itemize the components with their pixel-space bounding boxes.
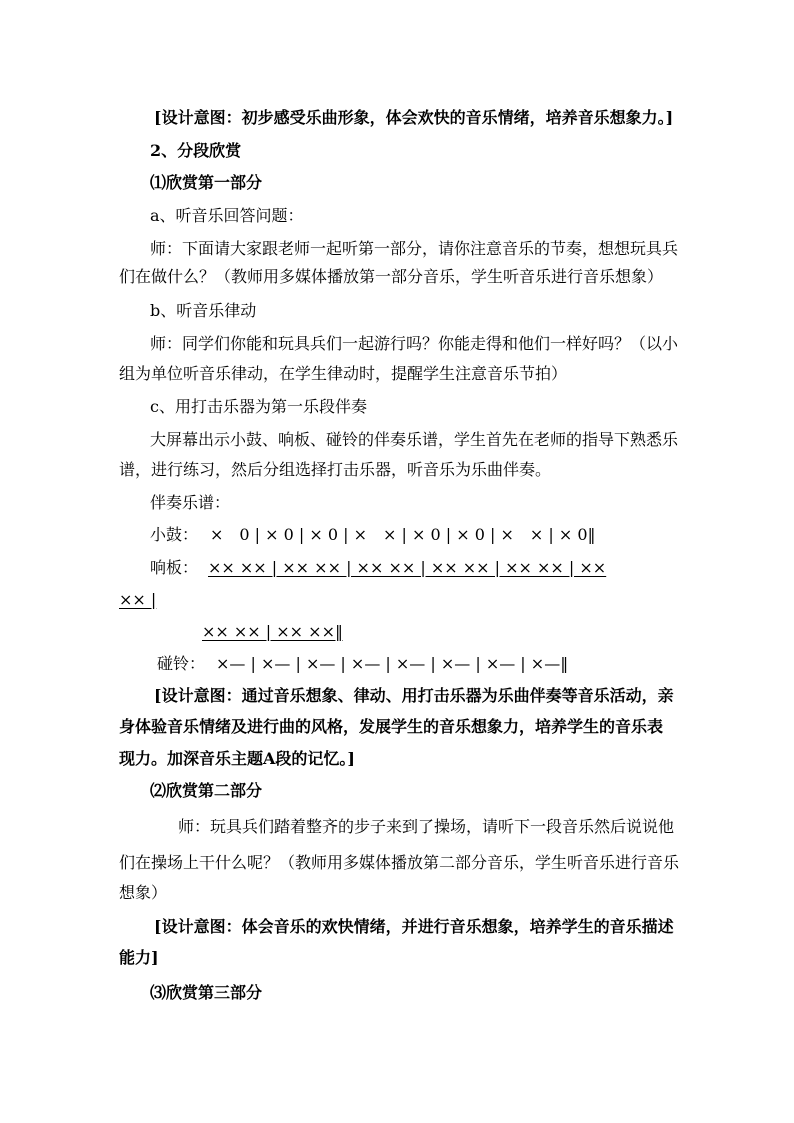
bell-label: 碰铃： — [157, 654, 206, 673]
teacher-1-line2: 们在做什么？（教师用多媒体播放第一部分音乐，学生听音乐进行音乐想象） — [119, 267, 664, 286]
bell-score: ×— | ×— | ×— | ×— | ×— | ×— | ×— | ×—‖ — [216, 654, 569, 673]
item-b: b、听音乐律动 — [150, 301, 257, 320]
drum-label: 小鼓： — [150, 525, 199, 544]
castanet-score-1: ×× ×× | ×× ×× | ×× ×× | ×× ×× | ×× ×× | ×× — [208, 558, 607, 577]
score-label: 伴奏乐谱： — [150, 493, 231, 512]
teacher-1-line1: 师：下面请大家跟老师一起听第一部分，请你注意音乐的节奏，想想玩具兵 — [150, 239, 679, 258]
screen-line1: 大屏幕出示小鼓、响板、碰铃的伴奏乐谱，学生首先在老师的指导下熟悉乐 — [150, 430, 679, 449]
design-intent-2-line1: [设计意图：通过音乐想象、律动、用打击乐器为乐曲伴奏等音乐活动，亲 — [154, 686, 674, 705]
part-2-heading: ⑵欣赏第二部分 — [150, 781, 263, 800]
design-intent-2-line2: 身体验音乐情绪及进行曲的风格，发展学生的音乐想象力，培养学生的音乐表 — [119, 717, 664, 736]
castanet-score-2: ×× | — [119, 590, 157, 609]
castanet-score-3: ×× ×× | ×× ××‖ — [202, 622, 343, 641]
teacher-2-line2: 组为单位听音乐律动，在学生律动时，提醒学生注意音乐节拍） — [119, 364, 568, 383]
teacher-2-line1: 师：同学们你能和玩具兵们一起游行吗？你能走得和他们一样好吗？（以小 — [150, 334, 679, 353]
part-1-heading: ⑴欣赏第一部分 — [150, 173, 263, 192]
teacher-3-line1: 师：玩具兵们踏着整齐的步子来到了操场，请听下一段音乐然后说说他 — [178, 817, 675, 836]
screen-line2: 谱，进行练习，然后分组选择打击乐器，听音乐为乐曲伴奏。 — [119, 460, 552, 479]
drum-score: × 0 | × 0 | × 0 | × × | × 0 | × 0 | × × | × 0‖ — [210, 525, 596, 544]
teacher-3-line2: 们在操场上干什么呢？（教师用多媒体播放第二部分音乐，学生听音乐进行音乐 — [119, 853, 680, 872]
section-2-heading: 2、分段欣赏 — [150, 141, 242, 160]
design-intent-3-line1: [设计意图：体会音乐的欢快情绪，并进行音乐想象，培养学生的音乐描述 — [154, 917, 674, 936]
part-3-heading: ⑶欣赏第三部分 — [150, 983, 263, 1002]
design-intent-3-line2: 能力] — [119, 948, 159, 967]
item-c: c、用打击乐器为第一乐段伴奏 — [150, 397, 367, 416]
item-a: a、听音乐回答问题： — [150, 206, 304, 225]
castanet-label: 响板： — [150, 558, 199, 577]
teacher-3-line3: 想象） — [119, 883, 168, 902]
design-intent-1: [设计意图：初步感受乐曲形象，体会欢快的音乐情绪，培养音乐想象力。] — [154, 108, 674, 127]
design-intent-2-line3: 现力。加深音乐主题A段的记忆。] — [119, 749, 355, 768]
